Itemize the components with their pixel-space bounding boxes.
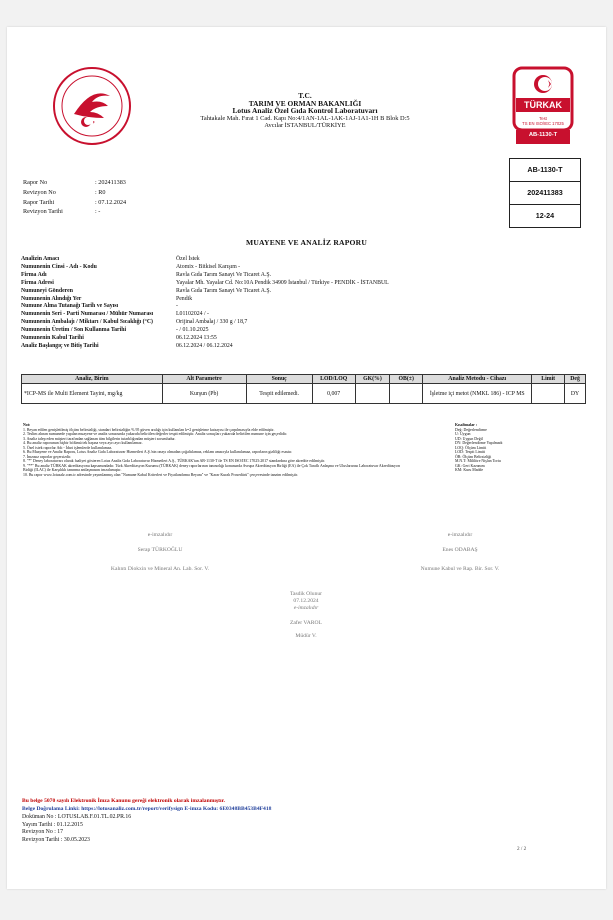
cell-ob bbox=[390, 384, 423, 404]
report-meta bbox=[21, 177, 128, 218]
abbreviation-item: LOD: Tespit Limiti bbox=[455, 450, 486, 454]
page-number: 2 / 2 bbox=[517, 846, 527, 852]
abbreviation-item: LOQ: Ölçüm Limiti bbox=[455, 445, 487, 450]
signature-name: Zafer VAROL bbox=[290, 620, 322, 626]
cell-sub-parameter: Kurşun (Pb) bbox=[162, 384, 246, 404]
info-row bbox=[21, 327, 581, 335]
signature-name: Enes ODABAŞ bbox=[442, 547, 478, 553]
publish-date: Yayım Tarihi : 01.12.2015 bbox=[22, 821, 83, 828]
info-value: - / 01.10.2025 bbox=[176, 327, 209, 334]
esign-law-text: Bu belge 5070 sayılı Elektronik İmza Kanunu gereği elektronik olarak imzalanmıştır. bbox=[22, 798, 225, 804]
info-value: Ravla Gıda Tarım Sanayi Ve Ticaret A.Ş. bbox=[176, 271, 272, 278]
info-value: 06.12.2024 13:55 bbox=[176, 335, 217, 342]
verification-link[interactable]: Belge Doğrulama Linki: https://lotusanaliz.com.tr/report/verifysign E-imza Kodu: 6E0348BB453B4F418 bbox=[22, 805, 272, 812]
header-ministry: TARIM VE ORMAN BAKANLIĞI bbox=[248, 98, 362, 108]
info-value: Ravla Gıda Tarım Sanayi Ve Ticaret A.Ş. bbox=[176, 287, 272, 294]
abbreviation-item: U: Uygun bbox=[455, 432, 471, 436]
info-label: Numunenin Cinsi - Adı - Kodu bbox=[21, 263, 97, 270]
info-row bbox=[21, 256, 581, 264]
info-label: Numunenin Kabul Tarihi bbox=[21, 335, 84, 342]
meta-value: : 202411383 bbox=[95, 179, 126, 186]
abbreviation-item: Değ: Değerlendirme bbox=[455, 427, 487, 432]
meta-label: Revizyon No bbox=[23, 188, 56, 196]
meta-label: Rapor No bbox=[23, 179, 48, 186]
info-value: L01102024 / - bbox=[176, 311, 209, 318]
table-row bbox=[22, 384, 586, 404]
signature-center bbox=[226, 591, 386, 640]
sample-info-table bbox=[21, 256, 581, 351]
approval-date: 07.12.2024 bbox=[293, 598, 319, 604]
col-evaluation: Değ bbox=[565, 375, 586, 384]
col-sub-parameter: Alt Parametre bbox=[162, 375, 246, 384]
esign-notice bbox=[22, 798, 271, 813]
results-header-row bbox=[22, 375, 586, 384]
info-row bbox=[21, 288, 581, 296]
info-value: Atomix - Bitkisel Karışım - bbox=[176, 263, 241, 270]
info-label: Firma Adresi bbox=[21, 279, 54, 286]
header-city: Avcılar İSTANBUL/TÜRKİYE bbox=[264, 122, 346, 130]
abbreviation-item: KM: Kuru Madde bbox=[455, 468, 484, 472]
col-result: Sonuç bbox=[246, 375, 312, 384]
approval-label: Tasdik Olunur bbox=[289, 591, 323, 597]
cell-analysis: *ICP-MS ile Multi Element Tayini, mg/kg bbox=[22, 384, 163, 404]
note-item: 3. Analiz talep eden müşteri tarafından sağlanan tüm bilgilerin tutarlılığından müşteri sorumludur. bbox=[23, 436, 176, 441]
abbreviation-item: M.N.T: Mililitre Nişlan Tortu bbox=[455, 459, 501, 463]
code-box-accreditation: AB-1130-T bbox=[510, 159, 580, 182]
note-item: 8. "*" Deney laboratuvarı olarak faaliyet gösteren Lotus Analiz Gıda Laboratuvar Hizmetleri A.Ş., TÜRKAK'tan AB-1130-T ile TS EN ISO/IEC 17025:2017 standardına göre akredite edilmiştir. bbox=[23, 459, 325, 463]
lab-header bbox=[150, 92, 460, 130]
info-row bbox=[21, 343, 581, 351]
code-box-report-number: 202411383 bbox=[510, 182, 580, 205]
info-value: Pendik bbox=[176, 295, 193, 302]
info-row bbox=[21, 335, 581, 343]
signature-role: Kalıntı Diokxin ve Mineral An. Lab. Sor. V. bbox=[110, 566, 210, 572]
note-item: 10. Bu rapor www.lotusalz.com.tr adresinde yayımlanmış olan "Numune Kabul Kriterleri ve Fiyatlandırma Beyanı" ve "Karar Kuralı Prosedürü" çerçevesinde tanzim edilmiştir. bbox=[23, 472, 298, 477]
notes-title: Not: bbox=[23, 423, 31, 427]
meta-row bbox=[23, 189, 126, 197]
meta-row bbox=[23, 208, 126, 216]
accreditation-code-box bbox=[509, 158, 581, 228]
meta-value: : R0 bbox=[95, 188, 106, 196]
header-address: Tahtakale Mah. Fırat 1 Cad. Kapı No:4/1AN-1AL-1AK-1AJ-1A1-1H B Blok D:5 bbox=[200, 114, 410, 122]
note-item: 6. Bu Muayene ve Analiz Raporu, Lotus Analiz Gıda Laboratuvar Hizmetleri A.Ş.'nin onayı olmadan çoğaltılamaz, reklam amacıyla kullanılamaz, raporların gizliliği esastır. bbox=[23, 450, 293, 454]
info-row bbox=[21, 264, 581, 272]
cell-evaluation: DY bbox=[565, 384, 586, 404]
signature-left bbox=[80, 532, 240, 573]
info-label: Numunenin Üretim / Son Kullanma Tarihi bbox=[21, 327, 127, 334]
revision-number: Revizyon No : 17 bbox=[22, 829, 64, 836]
col-method: Analiz Metodu - Cihazı bbox=[423, 375, 532, 384]
cell-method: İşletme içi metot (NMKL 186) - ICP MS bbox=[423, 384, 532, 404]
note-item: 2. Teslim alınan numunede yapılan muayene ve analiz sonucunda yukarıda belirtilen değerler tespit edilmiştir. Analiz sonuçları yukarıda belirtilen numune için geçerlidir. bbox=[23, 432, 288, 436]
info-label: Analizin Amacı bbox=[21, 256, 60, 262]
turkak-code: AB-1130-T bbox=[528, 132, 558, 138]
info-label: Numunenin Seri - Parti Numarası / Mühür Numarası bbox=[21, 311, 154, 318]
abbreviation-item: ÖB: Ölçüm Belirsizliği bbox=[455, 454, 492, 459]
note-item: 4. Bu analiz raporunun hiçbir bölümü tek başına veya ayrı ayrı kullanılamaz. bbox=[23, 441, 143, 445]
revision-date: Revizyon Tarihi : 30.05.2023 bbox=[22, 836, 90, 843]
info-label: Numunenin Alındığı Yer bbox=[21, 295, 82, 302]
abbreviation-item: UD: Uygun Değil bbox=[455, 436, 483, 441]
info-label: Firma Adı bbox=[21, 271, 47, 278]
info-row bbox=[21, 319, 581, 327]
col-lod-loq: LOD/LOQ bbox=[312, 375, 355, 384]
meta-row bbox=[23, 179, 126, 187]
signature-role: Numune Kabul ve Rap. Bir. Sor. V. bbox=[420, 566, 500, 572]
document-info bbox=[22, 814, 131, 844]
turkak-test: Test bbox=[539, 116, 547, 121]
info-label: Numunenin Ambalajı / Miktarı / Kabul Sıcaklığı (°C) bbox=[21, 319, 153, 326]
results-table bbox=[21, 374, 586, 404]
abbreviations bbox=[455, 423, 575, 473]
note-item: 9. "**" Bu analiz TÜRKAK akreditasyonu kapsamındadır. Türk Akreditasyon Kurumu (TÜRKAK) deney raporlarının tanınırlığı konusunda Avrupa Akreditasyon Birliği (EA) ile Çok Taraflı Anlaşma ve Uluslararası Laboratuvar Akreditasyon Birliği (ILAC) ile Karşılıklı tanınma antlaşmasını imzalamıştır. bbox=[23, 463, 400, 472]
meta-value: : 07.12.2024 bbox=[95, 198, 127, 206]
notes bbox=[23, 423, 403, 477]
info-value: Yayalar Mh. Yayalar Cd. No:10A Pendik 34909 İstanbul / Türkiye - PENDİK - İSTANBUL bbox=[176, 279, 389, 286]
ministry-seal-icon bbox=[52, 66, 132, 146]
info-label: Numuneyi Gönderen bbox=[21, 287, 73, 294]
info-label: Numune Alma Tutanağı Tarih ve Sayısı bbox=[21, 303, 119, 310]
code-box-period: 12-24 bbox=[535, 211, 555, 220]
meta-row bbox=[23, 199, 126, 207]
signature-esign: e-imzalıdır bbox=[293, 605, 319, 611]
col-ob: ÖB(±) bbox=[390, 375, 423, 384]
signature-esign: e-imzalıdır bbox=[447, 532, 473, 538]
cell-result: Tespit edilemedi. bbox=[246, 384, 312, 404]
abbreviation-item: DY: Değerlendirme Yapılmadı bbox=[455, 441, 503, 445]
turkak-brand: TÜRKAK bbox=[524, 100, 562, 110]
info-value: - bbox=[176, 303, 178, 310]
signature-right bbox=[380, 532, 540, 573]
abbreviation-item: GK: Geri Kazanım bbox=[455, 463, 485, 468]
note-item: 1. Beyan edilen genişletilmiş ölçüm belirsizliği, standart belirsizliğin % 95 güven aralığı için kullanılan k=2 genişletme katsayısı ile çarpılmasıyla elde edilmiştir. bbox=[23, 427, 275, 432]
info-label: Analiz Başlangıç ve Bitiş Tarihi bbox=[21, 342, 99, 349]
note-item: 7. İmzasız raporlar geçersizdir. bbox=[23, 454, 72, 459]
info-value: Orijinal Ambalaj / 330 g / 18,7 bbox=[176, 319, 248, 326]
turkak-standard: TS EN ISO/IEC 17025 bbox=[522, 121, 564, 126]
meta-value: : - bbox=[95, 208, 101, 216]
header-tc: T.C. bbox=[298, 91, 312, 100]
report-title: MUAYENE VE ANALİZ RAPORU bbox=[245, 238, 368, 247]
info-value: 06.12.2024 / 06.12.2024 bbox=[176, 342, 233, 349]
document-number: Doküman No : LOTUSLAB.F.01.TL.02.PR.16 bbox=[22, 814, 132, 820]
col-analysis: Analiz, Birim bbox=[22, 375, 163, 384]
header-lab-name: Lotus Analiz Özel Gıda Kontrol Laboratuvarı bbox=[232, 106, 378, 116]
signature-role: Müdür V. bbox=[295, 633, 317, 639]
note-item: 5. Özel istek raporlar Adı - İdari işlemlerde kullanılamaz. bbox=[23, 445, 113, 450]
info-value: Özel İstek bbox=[176, 256, 200, 262]
info-row bbox=[21, 272, 581, 280]
col-gk: GK(%) bbox=[355, 375, 390, 384]
signature-name: Serap TÜRKOĞLU bbox=[137, 547, 183, 553]
meta-label: Rapor Tarihi bbox=[23, 198, 55, 206]
turkak-logo bbox=[512, 66, 574, 150]
cell-limit bbox=[532, 384, 565, 404]
info-row bbox=[21, 280, 581, 288]
info-row bbox=[21, 303, 581, 311]
meta-label: Revizyon Tarihi bbox=[23, 208, 63, 216]
signature-esign: e-imzalıdır bbox=[147, 532, 173, 538]
col-limit: Limit bbox=[532, 375, 565, 384]
abbreviations-title: Kısaltmalar : bbox=[455, 423, 478, 427]
cell-gk bbox=[355, 384, 390, 404]
cell-lod-loq: 0,007 bbox=[312, 384, 355, 404]
